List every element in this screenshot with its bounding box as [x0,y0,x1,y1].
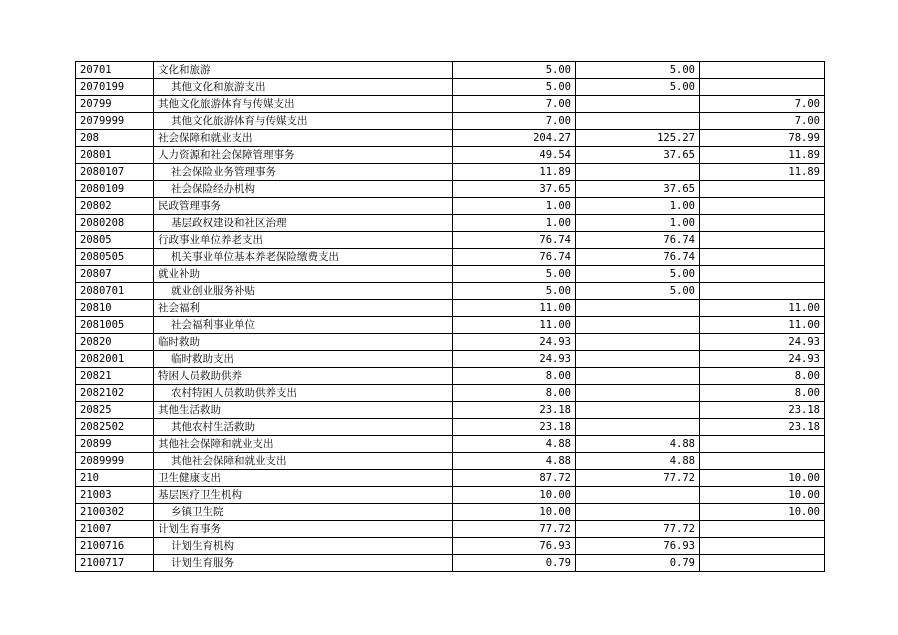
project-expenditure-cell [700,436,825,453]
total-cell: 5.00 [453,266,576,283]
total-cell: 24.93 [453,334,576,351]
table-row [76,283,825,300]
total-cell: 5.00 [453,79,576,96]
project-expenditure-cell: 10.00 [700,487,825,504]
subject-code-cell: 20825 [76,402,154,419]
table-row [76,334,825,351]
total-cell: 0.79 [453,555,576,572]
project-expenditure-cell: 10.00 [700,504,825,521]
table-row [76,351,825,368]
subject-name-cell: 社会福利事业单位 [154,317,453,334]
total-cell: 10.00 [453,504,576,521]
subject-name-cell: 其他社会保障和就业支出 [154,436,453,453]
subject-code-cell: 2082502 [76,419,154,436]
basic-expenditure-cell: 76.74 [576,249,700,266]
table-row [76,147,825,164]
subject-name-cell: 其他文化旅游体育与传媒支出 [154,96,453,113]
table-row [76,249,825,266]
subject-name-cell: 就业补助 [154,266,453,283]
project-expenditure-cell: 10.00 [700,470,825,487]
subject-name-cell: 基层政权建设和社区治理 [154,215,453,232]
total-cell: 10.00 [453,487,576,504]
project-expenditure-cell: 7.00 [700,113,825,130]
subject-name-cell: 社会保障和就业支出 [154,130,453,147]
table-row [76,96,825,113]
basic-expenditure-cell: 5.00 [576,266,700,283]
basic-expenditure-cell [576,402,700,419]
table-row [76,62,825,79]
project-expenditure-cell [700,62,825,79]
basic-expenditure-cell: 77.72 [576,521,700,538]
project-expenditure-cell [700,198,825,215]
table-row [76,402,825,419]
total-cell: 87.72 [453,470,576,487]
total-cell: 1.00 [453,198,576,215]
basic-expenditure-cell: 37.65 [576,147,700,164]
project-expenditure-cell [700,215,825,232]
table-row [76,198,825,215]
subject-code-cell: 2070199 [76,79,154,96]
table-body [76,62,825,572]
basic-expenditure-cell [576,419,700,436]
subject-code-cell: 2080701 [76,283,154,300]
basic-expenditure-cell [576,385,700,402]
basic-expenditure-cell: 0.79 [576,555,700,572]
total-cell: 49.54 [453,147,576,164]
project-expenditure-cell: 24.93 [700,351,825,368]
subject-code-cell: 210 [76,470,154,487]
project-expenditure-cell [700,181,825,198]
total-cell: 23.18 [453,402,576,419]
basic-expenditure-cell: 5.00 [576,79,700,96]
subject-code-cell: 21003 [76,487,154,504]
total-cell: 5.00 [453,62,576,79]
subject-name-cell: 临时救助支出 [154,351,453,368]
subject-name-cell: 计划生育机构 [154,538,453,555]
subject-name-cell: 其他文化和旅游支出 [154,79,453,96]
basic-expenditure-cell: 76.74 [576,232,700,249]
basic-expenditure-cell [576,164,700,181]
table-row [76,385,825,402]
project-expenditure-cell [700,555,825,572]
project-expenditure-cell: 23.18 [700,402,825,419]
basic-expenditure-cell [576,368,700,385]
project-expenditure-cell [700,283,825,300]
subject-name-cell: 社会保险经办机构 [154,181,453,198]
table-row [76,470,825,487]
total-cell: 7.00 [453,113,576,130]
total-cell: 11.00 [453,317,576,334]
total-cell: 11.00 [453,300,576,317]
project-expenditure-cell [700,538,825,555]
table-row [76,368,825,385]
subject-name-cell: 社会保险业务管理事务 [154,164,453,181]
table-row [76,487,825,504]
basic-expenditure-cell [576,334,700,351]
subject-code-cell: 2080505 [76,249,154,266]
project-expenditure-cell [700,453,825,470]
total-cell: 76.74 [453,232,576,249]
subject-code-cell: 20807 [76,266,154,283]
basic-expenditure-cell [576,300,700,317]
table-row [76,436,825,453]
basic-expenditure-cell [576,487,700,504]
total-cell: 7.00 [453,96,576,113]
subject-code-cell: 2080208 [76,215,154,232]
basic-expenditure-cell: 37.65 [576,181,700,198]
basic-expenditure-cell: 4.88 [576,436,700,453]
project-expenditure-cell [700,232,825,249]
table-row [76,79,825,96]
subject-name-cell: 其他生活救助 [154,402,453,419]
subject-name-cell: 计划生育服务 [154,555,453,572]
project-expenditure-cell: 78.99 [700,130,825,147]
total-cell: 76.74 [453,249,576,266]
subject-name-cell: 行政事业单位养老支出 [154,232,453,249]
subject-code-cell: 20820 [76,334,154,351]
total-cell: 4.88 [453,453,576,470]
total-cell: 4.88 [453,436,576,453]
subject-code-cell: 2100716 [76,538,154,555]
subject-name-cell: 其他社会保障和就业支出 [154,453,453,470]
subject-code-cell: 20801 [76,147,154,164]
total-cell: 11.89 [453,164,576,181]
subject-code-cell: 20821 [76,368,154,385]
total-cell: 77.72 [453,521,576,538]
subject-name-cell: 社会福利 [154,300,453,317]
table-row [76,419,825,436]
table-row [76,232,825,249]
subject-name-cell: 卫生健康支出 [154,470,453,487]
table-row [76,130,825,147]
subject-code-cell: 208 [76,130,154,147]
subject-name-cell: 其他农村生活救助 [154,419,453,436]
project-expenditure-cell: 11.89 [700,147,825,164]
subject-name-cell: 特困人员救助供养 [154,368,453,385]
total-cell: 204.27 [453,130,576,147]
basic-expenditure-cell: 76.93 [576,538,700,555]
project-expenditure-cell: 7.00 [700,96,825,113]
subject-code-cell: 2082102 [76,385,154,402]
subject-name-cell: 就业创业服务补贴 [154,283,453,300]
subject-name-cell: 基层医疗卫生机构 [154,487,453,504]
total-cell: 8.00 [453,368,576,385]
subject-code-cell: 2082001 [76,351,154,368]
subject-code-cell: 2080109 [76,181,154,198]
project-expenditure-cell [700,249,825,266]
total-cell: 23.18 [453,419,576,436]
total-cell: 76.93 [453,538,576,555]
subject-code-cell: 2080107 [76,164,154,181]
basic-expenditure-cell: 4.88 [576,453,700,470]
subject-name-cell: 其他文化旅游体育与传媒支出 [154,113,453,130]
subject-code-cell: 20799 [76,96,154,113]
project-expenditure-cell: 11.00 [700,317,825,334]
project-expenditure-cell: 11.89 [700,164,825,181]
table-row [76,504,825,521]
subject-name-cell: 民政管理事务 [154,198,453,215]
subject-name-cell: 乡镇卫生院 [154,504,453,521]
basic-expenditure-cell [576,317,700,334]
table-row [76,300,825,317]
project-expenditure-cell: 8.00 [700,368,825,385]
basic-expenditure-cell: 125.27 [576,130,700,147]
subject-code-cell: 2100717 [76,555,154,572]
table-row [76,555,825,572]
project-expenditure-cell: 8.00 [700,385,825,402]
basic-expenditure-cell: 1.00 [576,198,700,215]
basic-expenditure-cell [576,113,700,130]
basic-expenditure-cell: 5.00 [576,62,700,79]
expenditure-table [75,61,825,572]
subject-code-cell: 20805 [76,232,154,249]
table-row [76,317,825,334]
table-row [76,453,825,470]
basic-expenditure-cell: 5.00 [576,283,700,300]
basic-expenditure-cell: 1.00 [576,215,700,232]
total-cell: 5.00 [453,283,576,300]
basic-expenditure-cell [576,96,700,113]
basic-expenditure-cell [576,351,700,368]
table-row [76,215,825,232]
subject-code-cell: 20701 [76,62,154,79]
basic-expenditure-cell: 77.72 [576,470,700,487]
table-row [76,113,825,130]
subject-code-cell: 20802 [76,198,154,215]
table-row [76,181,825,198]
subject-name-cell: 计划生育事务 [154,521,453,538]
total-cell: 8.00 [453,385,576,402]
subject-code-cell: 20899 [76,436,154,453]
project-expenditure-cell: 23.18 [700,419,825,436]
subject-name-cell: 农村特困人员救助供养支出 [154,385,453,402]
subject-code-cell: 2081005 [76,317,154,334]
table-row [76,521,825,538]
table-row [76,164,825,181]
project-expenditure-cell [700,266,825,283]
subject-name-cell: 文化和旅游 [154,62,453,79]
subject-code-cell: 2100302 [76,504,154,521]
table-row [76,538,825,555]
project-expenditure-cell [700,521,825,538]
subject-name-cell: 临时救助 [154,334,453,351]
project-expenditure-cell: 11.00 [700,300,825,317]
subject-code-cell: 2079999 [76,113,154,130]
basic-expenditure-cell [576,504,700,521]
subject-code-cell: 20810 [76,300,154,317]
total-cell: 37.65 [453,181,576,198]
subject-name-cell: 机关事业单位基本养老保险缴费支出 [154,249,453,266]
subject-code-cell: 2089999 [76,453,154,470]
project-expenditure-cell: 24.93 [700,334,825,351]
project-expenditure-cell [700,79,825,96]
total-cell: 1.00 [453,215,576,232]
total-cell: 24.93 [453,351,576,368]
subject-code-cell: 21007 [76,521,154,538]
subject-name-cell: 人力资源和社会保障管理事务 [154,147,453,164]
table-row [76,266,825,283]
